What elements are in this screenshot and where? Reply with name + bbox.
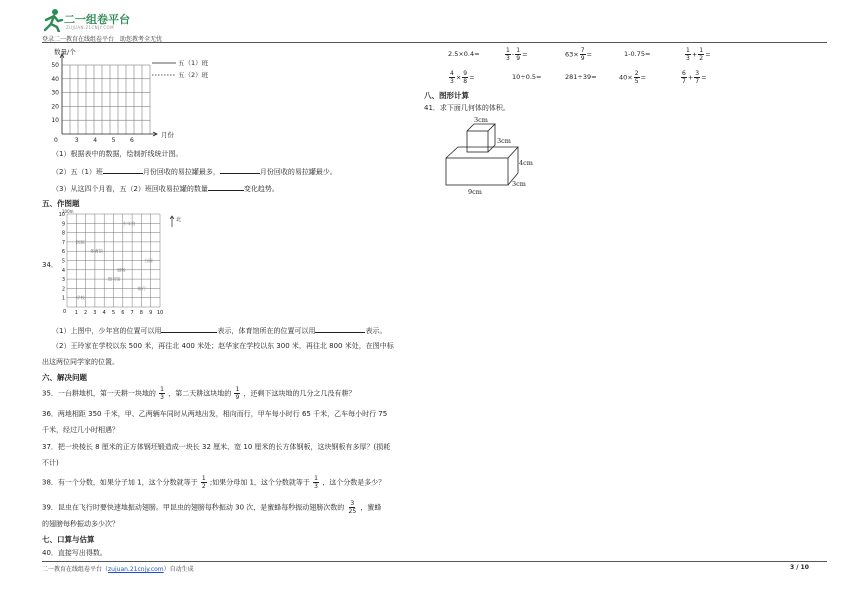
map-x-number: 8 xyxy=(139,310,143,316)
composite-solid-figure xyxy=(440,113,550,201)
section-heading-problems: 六、解决问题 xyxy=(42,373,87,382)
calc-item: $\frac{6}{7}$ + $\frac{3}{7}$ = xyxy=(682,70,707,85)
dim-width: 3cm xyxy=(512,180,526,188)
chart-x-tick-label: 4 xyxy=(93,137,98,143)
q34-part1: （1）上图中，少年宫的位置可以用 表示，体育馆所在的位置可以用 表示。 xyxy=(52,327,387,335)
q40-text: 40．直接写出得数。 xyxy=(42,549,107,557)
dim-height: 4cm xyxy=(519,159,533,167)
answer-blank[interactable] xyxy=(315,325,365,333)
map-place-library: 图书馆 xyxy=(107,276,121,282)
map-y-number: 9 xyxy=(61,221,65,228)
chart-legend xyxy=(152,57,232,79)
map-y-number: 4 xyxy=(61,267,65,274)
map-y-number: 5 xyxy=(61,258,65,265)
map-y-number: 1 xyxy=(61,295,65,302)
q41-text: 41．求下面几何体的体积。 xyxy=(424,104,510,112)
cube-edges xyxy=(467,124,495,152)
section-heading-mental-math: 七、口算与估算 xyxy=(42,535,95,544)
logo-subtext: ZUJUAN.21CNJY.COM xyxy=(66,25,114,30)
calc-item: 2.5×0.4= xyxy=(448,50,480,58)
chart-y-tick-label: 50 xyxy=(51,62,59,69)
page-number: 3 / 10 xyxy=(790,564,809,571)
calc-item: 40× $\frac{2}{5}$ = xyxy=(619,70,646,85)
footer-divider xyxy=(42,561,827,562)
cube-front xyxy=(467,131,488,152)
map-x-number: 10 xyxy=(156,310,164,316)
q39-line2: 的翅膀每秒振动多少次？ xyxy=(42,520,119,528)
map-x-number: 7 xyxy=(130,310,134,316)
map-axis-numbers xyxy=(59,212,164,316)
legend-label-class2: 五（2）班 xyxy=(178,71,209,79)
calc-item: 1-0.75= xyxy=(624,50,651,58)
q34-part2-line1: （2）王玲家在学校以东 500 米，再往北 400 米处；赵华家在学校以东 300 米，再往北 800 米处，在图中标 xyxy=(52,342,394,350)
map-y-number: 3 xyxy=(61,277,65,284)
fraction: $\frac{1}{2}$ xyxy=(201,475,206,490)
header-tagline: 登录二一教育在线组卷平台 助您教考全无忧 xyxy=(42,36,163,43)
chart-x-tick-label: 3 xyxy=(74,137,79,143)
footer-text: 二一教育在线组卷平台（zujuan.21cnjy.com）自动生成 xyxy=(42,566,194,573)
chart-x-ticks xyxy=(75,137,134,143)
map-unit-label: 100m xyxy=(62,209,74,214)
map-place-park: 公园 xyxy=(144,258,153,263)
map-place-stadium: 体育馆 xyxy=(90,248,103,254)
q37-line1: 37．把一块棱长 8 厘米的正方体钢坯锻造成一块长 32 厘米、宽 10 厘米的长方体钢板，这块钢板有多厚？(损耗 xyxy=(42,443,391,451)
runner-logo-icon xyxy=(42,8,64,32)
map-y-number: 7 xyxy=(61,239,65,246)
legend-label-class1: 五（1）班 xyxy=(178,59,209,67)
map-x-number: 9 xyxy=(149,310,153,316)
map-x-number: 4 xyxy=(102,310,106,316)
chart-y-tick-label: 30 xyxy=(51,89,59,97)
chart-gridlines xyxy=(60,54,157,136)
coordinate-map-grid xyxy=(56,207,186,320)
calc-item: 10÷0.5= xyxy=(512,73,542,81)
chart-ylabel: 数量/个 xyxy=(54,48,76,56)
map-x-number: 1 xyxy=(74,310,78,316)
map-x-number: 6 xyxy=(121,310,125,316)
q33-part2: （2）五（1）班 月份回收的易拉罐最多， 月份回收的易拉罐最少。 xyxy=(52,168,337,176)
chart-y-tick-label: 10 xyxy=(51,117,59,125)
section-heading-drawing: 五、作图题 xyxy=(42,199,80,208)
chart-x-tick-label: 5 xyxy=(111,137,116,143)
header-divider xyxy=(42,42,827,43)
map-place-bank: 银行 xyxy=(137,285,147,291)
fraction: $\frac{1}{3}$ xyxy=(314,475,318,490)
chart-xlabel: 月份 xyxy=(161,131,174,139)
footer-link[interactable]: zujuan.21cnjy.com xyxy=(108,566,164,573)
dim-length: 9cm xyxy=(468,188,482,196)
logo-text: 二一组卷平台 xyxy=(64,13,130,26)
q38-text: 38．有一个分数，如果分子加 1，这个分数就等于 $\frac{1}{2}$ ;如果分母加 1，这个分数就等于 $\frac{1}{3}$ ，这个分数是多少？ xyxy=(42,475,386,490)
map-x-number: 5 xyxy=(111,310,116,316)
map-x-number: 2 xyxy=(84,310,88,316)
q37-line2: 不计) xyxy=(42,459,59,467)
north-label: 北 xyxy=(176,217,182,223)
calc-item: 63× $\frac{7}{9}$ = xyxy=(565,47,592,62)
map-place-theatre: 剧场 xyxy=(117,267,126,273)
calc-item: $\frac{4}{3}$ × $\frac{9}{8}$ = xyxy=(450,70,475,85)
calc-item: $\frac{1}{3}$ + $\frac{1}{2}$ = xyxy=(686,47,711,62)
fraction: $\frac{1}{9}$ xyxy=(235,386,240,401)
q39-line1: 39．昆虫在飞行时要快速地振动翅膀。甲昆虫的翅膀每秒振动 30 次，是蜜蜂每秒振动翅膀次数的 $\frac{3}{25}$ ，蜜蜂 xyxy=(42,500,382,515)
dim-top: 3cm xyxy=(474,116,488,124)
map-place-hospital: 医院 xyxy=(76,239,85,245)
map-origin-label: 0 xyxy=(63,309,67,315)
q36-line2: 千米，经过几小时相遇？ xyxy=(42,426,119,434)
q33-part1: （1）根据表中的数据，绘制折线统计图。 xyxy=(52,150,183,158)
chart-x-tick-label: 6 xyxy=(130,137,134,143)
answer-blank[interactable] xyxy=(208,183,244,191)
chart-y-tick-label: 20 xyxy=(51,103,59,111)
q35-text: 35．一台耕地机，第一天耕一块地的 $\frac{1}{3}$ ，第二天耕这块地的 $\frac{1}{9}$ ，还剩下这块地的几分之几没有耕？ xyxy=(42,386,356,401)
large-box-edges xyxy=(446,147,518,185)
fraction: $\frac{3}{25}$ xyxy=(348,500,357,515)
q33-part3: （3）从这四个月看，五（2）班回收易拉罐的数量 变化趋势。 xyxy=(52,185,279,193)
map-y-number: 10 xyxy=(58,212,65,218)
map-place-school: 学校 xyxy=(76,295,85,301)
dim-cube-side: 3cm xyxy=(497,137,511,145)
map-place-youth-palace: 少年宫 xyxy=(122,220,136,226)
map-y-number: 6 xyxy=(61,249,65,256)
answer-blank[interactable] xyxy=(161,325,217,333)
chart-y-tick-label: 40 xyxy=(51,75,59,83)
section-heading-geometry: 八、图形计算 xyxy=(424,91,469,100)
large-box-front xyxy=(446,158,508,185)
answer-blank[interactable] xyxy=(103,166,143,174)
q34-number: 34． xyxy=(42,261,58,269)
chart-y-ticks xyxy=(51,62,59,124)
map-x-number: 3 xyxy=(93,310,97,316)
calc-item: $\frac{1}{3}$ - $\frac{1}{9}$ = xyxy=(506,47,528,62)
map-y-number: 2 xyxy=(61,286,65,293)
site-logo xyxy=(42,8,142,36)
fraction: $\frac{1}{3}$ xyxy=(160,386,164,401)
calc-item: 281÷39≈ xyxy=(565,73,597,81)
q34-part2-line2: 出这两位同学家的位置。 xyxy=(42,358,119,366)
q36-line1: 36．两地相距 350 千米，甲、乙两辆车同时从两地出发，相向而行，甲车每小时行 65 千米，乙车每小时行 75 xyxy=(42,410,388,418)
answer-blank[interactable] xyxy=(220,166,260,174)
chart-origin-label: 0 xyxy=(54,137,58,143)
map-y-number: 8 xyxy=(61,230,65,237)
